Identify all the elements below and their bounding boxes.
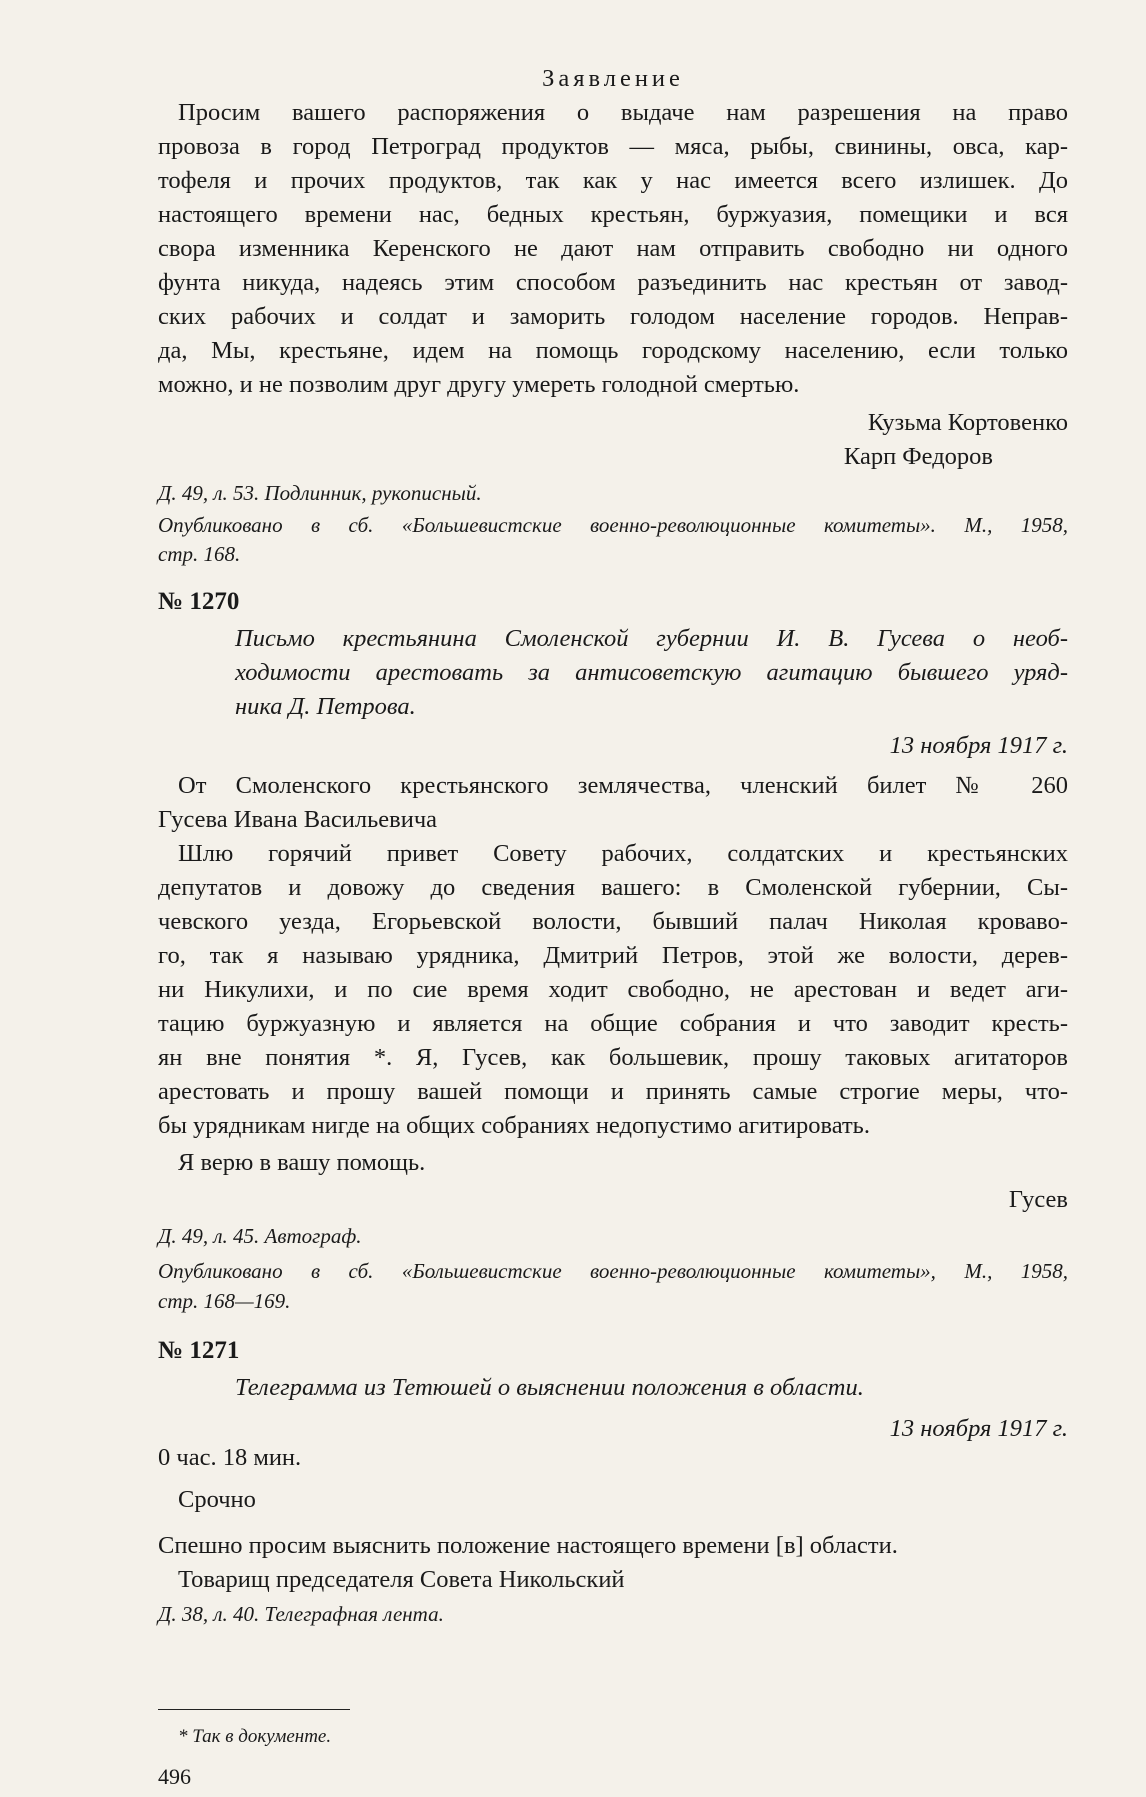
- statement-heading: Заявление: [542, 65, 684, 92]
- statement-line: настоящего времени нас, бедных крестьян, буржуазия, помещики и вся: [158, 201, 1068, 228]
- publication-note: Опубликовано в сб. «Большевистские военно-революционные комитеты». М., 1958,: [158, 513, 1068, 537]
- source-note: Д. 49, л. 45. Автограф.: [158, 1224, 362, 1248]
- statement-line: да, Мы, крестьяне, идем на помощь городскому населению, если только: [158, 337, 1068, 364]
- signature: Товарищ председателя Совета Никольский: [178, 1566, 625, 1593]
- source-note: Д. 38, л. 40. Телеграфная лента.: [158, 1602, 444, 1626]
- statement-line: фунта никуда, надеясь этим способом разъединить нас крестьян от завод-: [158, 269, 1068, 296]
- letter-line: арестовать и прошу вашей помощи и принять самые строгие меры, что-: [158, 1078, 1068, 1105]
- document-title: Письмо крестьянина Смоленской губернии И. В. Гусева о необ-: [235, 625, 1068, 652]
- telegram-body: Спешно просим выяснить положение настоящего времени [в] области.: [158, 1532, 898, 1559]
- signature: Кузьма Кортовенко: [867, 409, 1068, 436]
- footnote-rule: [158, 1709, 350, 1710]
- letter-line: Шлю горячий привет Совету рабочих, солдатских и крестьянских: [178, 840, 1068, 867]
- document-title: Телеграмма из Тетюшей о выяснении положения в области.: [235, 1374, 864, 1401]
- page-number: 496: [158, 1764, 191, 1789]
- letter-line: ни Никулихи, и по сие время ходит свободно, не арестован и ведет аги-: [158, 976, 1068, 1003]
- letter-line: От Смоленского крестьянского землячества, членский билет № 260: [178, 772, 1068, 799]
- document-number: № 1270: [158, 588, 240, 615]
- telegram-urgency: Срочно: [178, 1486, 256, 1513]
- source-note: Д. 49, л. 53. Подлинник, рукописный.: [158, 481, 482, 505]
- signature: Гусев: [1008, 1186, 1068, 1213]
- document-title: ника Д. Петрова.: [235, 693, 416, 720]
- statement-line: Просим вашего распоряжения о выдаче нам разрешения на право: [178, 99, 1068, 126]
- letter-line: бы урядникам нигде на общих собраниях недопустимо агитировать.: [158, 1112, 870, 1139]
- document-date: 13 ноября 1917 г.: [889, 1415, 1068, 1442]
- publication-note: стр. 168.: [158, 542, 241, 566]
- publication-note: Опубликовано в сб. «Большевистские военно-революционные комитеты», М., 1958,: [158, 1259, 1068, 1283]
- statement-line: тофеля и прочих продуктов, так как у нас имеется всего излишек. До: [158, 167, 1068, 194]
- statement-line: можно, и не позволим друг другу умереть голодной смертью.: [158, 371, 800, 398]
- letter-closing: Я верю в вашу помощь.: [178, 1149, 426, 1176]
- letter-line: тацию буржуазную и является на общие собрания и что заводит кресть-: [158, 1010, 1068, 1037]
- statement-line: провоза в город Петроград продуктов — мяса, рыбы, свинины, овса, кар-: [158, 133, 1068, 160]
- letter-line: Гусева Ивана Васильевича: [158, 806, 438, 833]
- document-title: ходимости арестовать за антисоветскую агитацию бывшего уряд-: [235, 659, 1068, 686]
- statement-line: свора изменника Керенского не дают нам отправить свободно ни одного: [158, 235, 1068, 262]
- footnote: * Так в документе.: [178, 1726, 332, 1747]
- document-date: 13 ноября 1917 г.: [889, 732, 1068, 759]
- letter-line: депутатов и довожу до сведения вашего: в Смоленской губернии, Сы-: [158, 874, 1068, 901]
- signature: Карп Федоров: [843, 443, 993, 470]
- telegram-time: 0 час. 18 мин.: [158, 1444, 302, 1471]
- letter-line: го, так я называю урядника, Дмитрий Петров, этой же волости, дерев-: [158, 942, 1068, 969]
- letter-line: чевского уезда, Егорьевской волости, бывший палач Николая кроваво-: [158, 908, 1068, 935]
- publication-note: стр. 168—169.: [158, 1289, 291, 1313]
- statement-line: ских рабочих и солдат и заморить голодом население городов. Неправ-: [158, 303, 1068, 330]
- document-number: № 1271: [158, 1337, 240, 1364]
- letter-line: ян вне понятия *. Я, Гусев, как большевик, прошу таковых агитаторов: [158, 1044, 1068, 1071]
